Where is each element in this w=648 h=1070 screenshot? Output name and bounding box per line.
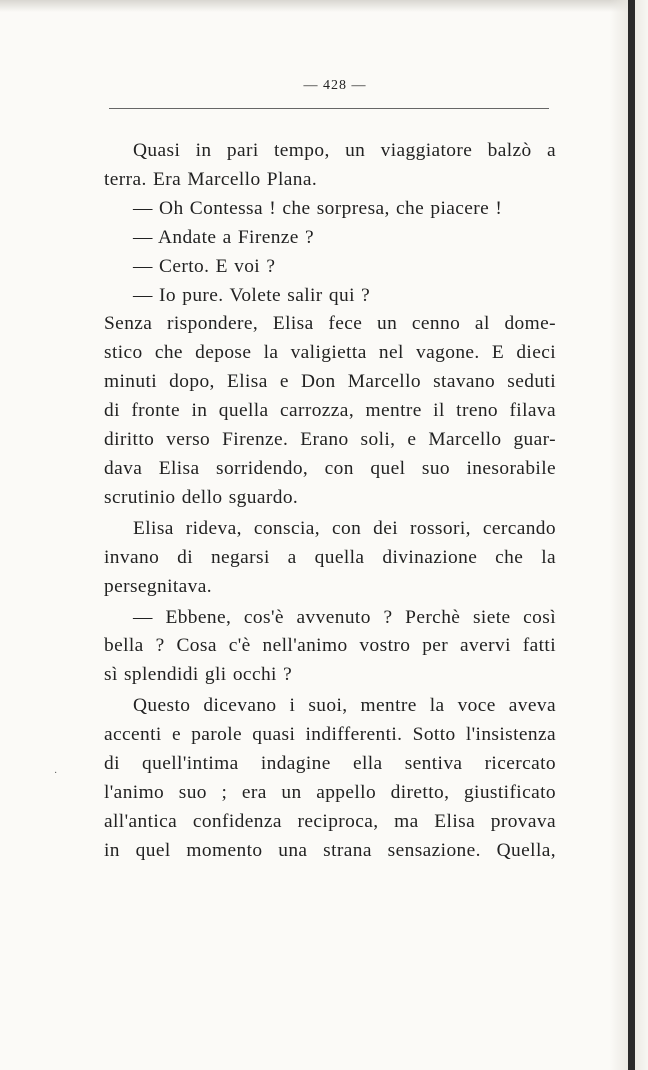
text-line-1: Quasi in pari tempo, un viaggiatore balzò a — [133, 140, 556, 161]
text-line-19: sì splendidi gli occhi ? — [104, 664, 293, 686]
text-line-5: — Certo. E voi ? — [133, 255, 276, 277]
text-line-14: Elisa rideva, conscia, con dei rossori, cercando — [133, 517, 556, 539]
header-rule — [109, 108, 549, 109]
text-line-7: Senza rispondere, Elisa fece un cenno al dome- — [104, 313, 556, 335]
text-line-8: stico che depose la valigietta nel vagone. E dieci — [104, 342, 556, 364]
text-line-22: di quell'intima indagine ella sentiva ricercato — [104, 753, 556, 775]
page-number: — 428 — — [303, 78, 367, 93]
text-line-21: accenti e parole quasi indifferenti. Sotto l'insistenza — [104, 724, 556, 746]
text-line-10: di fronte in quella carrozza, mentre il treno filava — [104, 400, 556, 422]
text-line-16: persegnitava. — [104, 575, 213, 597]
text-line-11: diritto verso Firenze. Erano soli, e Marcello guar- — [104, 429, 556, 451]
page-edge-binding — [628, 0, 635, 1070]
text-line-4: — Andate a Firenze ? — [133, 226, 315, 248]
page-body-text — [104, 137, 556, 866]
margin-speck: · — [54, 768, 58, 779]
text-line-20: Questo dicevano i suoi, mentre la voce aveva — [133, 695, 556, 717]
text-line-12: dava Elisa sorridendo, con quel suo inesorabile — [104, 457, 556, 479]
text-line-17: — Ebbene, cos'è avvenuto ? Perchè siete così — [133, 606, 556, 628]
text-line-24: all'antica confidenza reciproca, ma Elisa provava — [104, 810, 556, 832]
text-line-2: terra. Era Marcello Plana. — [104, 168, 318, 190]
text-line-15: invano di negarsi a quella divinazione che la — [104, 546, 556, 568]
text-line-18: bella ? Cosa c'è nell'animo vostro per avervi fatti — [104, 635, 556, 657]
text-line-25: in quel momento una strana sensazione. Quella, — [104, 839, 556, 861]
text-line-9: minuti dopo, Elisa e Don Marcello stavano seduti — [104, 371, 556, 393]
text-line-13: scrutinio dello sguardo. — [104, 486, 299, 508]
page-top-shadow — [0, 0, 648, 12]
text-line-6: — Io pure. Volete salir qui ? — [133, 284, 371, 306]
text-line-3: — Oh Contessa ! che sorpresa, che piacere ! — [133, 197, 503, 219]
text-line-23: l'animo suo ; era un appello diretto, giustificato — [104, 781, 556, 803]
